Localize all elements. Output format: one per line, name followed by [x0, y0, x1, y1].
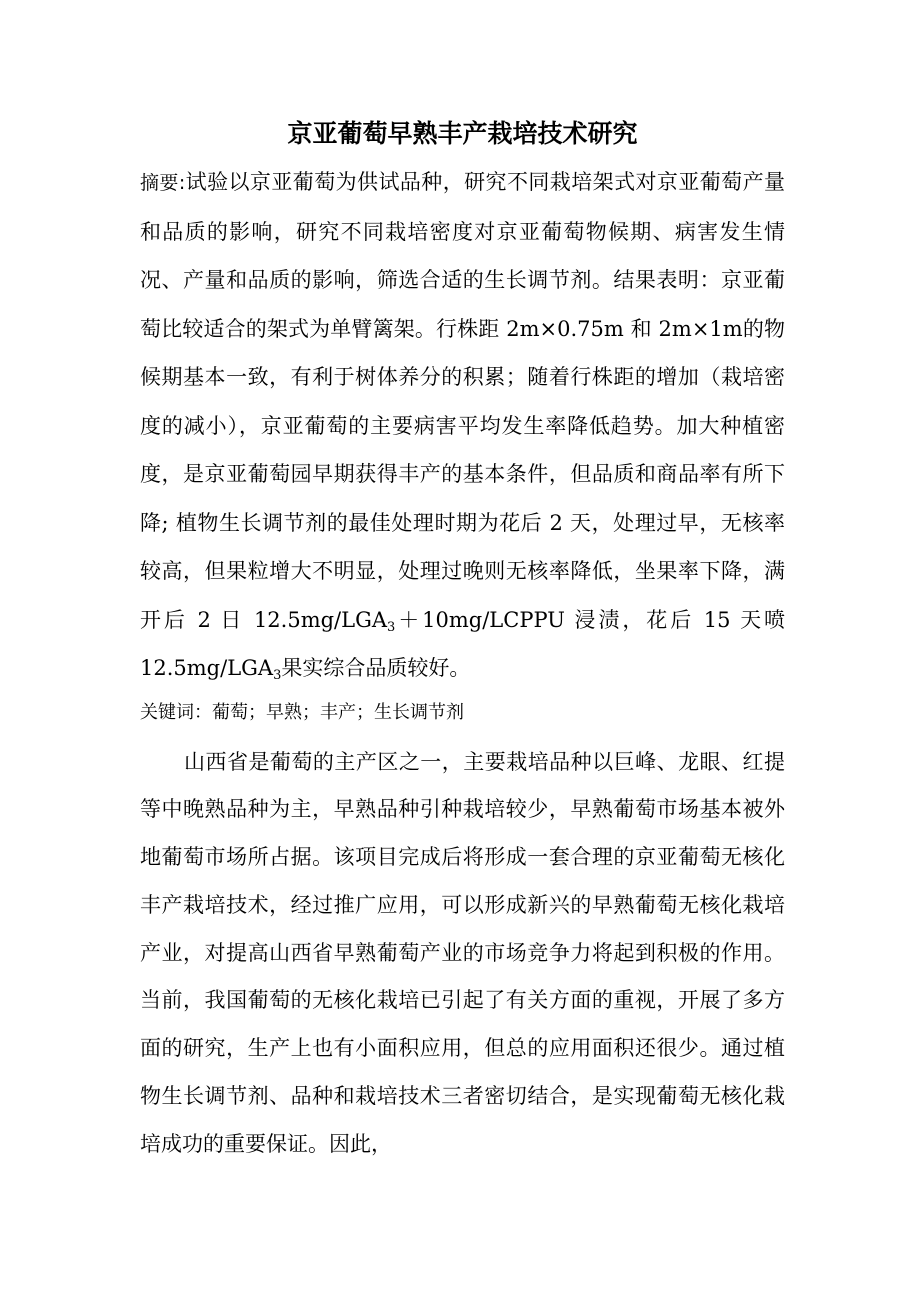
keywords: 关键词：葡萄；早熟；丰产；生长调节剂 — [140, 701, 464, 723]
document-page — [140, 112, 785, 1169]
abstract-line: （栽培密度的减小），京亚葡萄的主要病害平均发生率降低趋势。 — [140, 365, 786, 438]
body-line: 关方面的重视，开展了多方面的研究，生产上也有小面积应用， — [140, 988, 786, 1061]
abstract-line: 和商品率有所下降; 植物生长调节剂的最佳处理时期为花后 2 天， — [140, 462, 786, 535]
body-line: 基本被外地葡萄市场所占据。该项目完成后将形成一套合理的京 — [140, 797, 786, 870]
body-line: 山西省是葡萄的主产区之一，主要栽培品种以巨峰、龙眼、 — [184, 749, 743, 774]
body-line: 三者密切结合，是实现葡萄无核化栽培成功的重要保证。因此， — [140, 1084, 786, 1156]
abstract-line: 加大种植密度，是京亚葡萄园早期获得丰产的基本条件，但品质 — [140, 413, 786, 486]
abstract-line: ＋10mg/LCPPU 浸 — [395, 607, 599, 632]
body-line: 力将起到积极的作用。当前，我国葡萄的无核化栽培已引起了有 — [140, 940, 785, 1013]
body-line: 红提等中晚熟品种为主，早熟品种引种栽培较少，早熟葡萄市场 — [140, 749, 786, 822]
subscript-3: 3 — [387, 619, 396, 635]
body-paragraph — [140, 739, 785, 1169]
body-line: 但总的应用面积还很少。通过植物生长调节剂、品种和栽培技术 — [140, 1036, 786, 1109]
abstract-line: 葡萄比较适合的架式为单臂篱架。行株距 2m×0.75m 和 2m×1m — [140, 268, 785, 341]
body-line: 熟葡萄无核化栽培产业，对提高山西省早熟葡萄产业的市场竞争 — [140, 892, 786, 965]
body-line: 亚葡萄无核化丰产栽培技术，经过推广应用，可以形成新兴的早 — [140, 845, 786, 917]
subscript-3: 3 — [273, 668, 282, 683]
abstract-line: 处理过早，无核率较高，但果粒增大不明显，处理过晚则无核率 — [140, 510, 785, 583]
abstract-line: 况、产量和品质的影响，筛选合适的生长调节剂。结果表明：京亚 — [140, 268, 764, 292]
document-title: 京亚葡萄早熟丰产栽培技术研究 — [287, 119, 638, 148]
abstract-line: 渍，花后 15 天喷 12.5mg/LGA — [140, 607, 785, 680]
abstract-paragraph — [140, 158, 785, 693]
abstract-line: 试验以京亚葡萄为供试品种，研究不同栽培架式对京亚葡萄产 — [185, 170, 765, 194]
abstract-line: 量和品质的影响，研究不同栽培密度对京亚葡萄物候期、病害发生情 — [140, 170, 786, 244]
abstract-line: 果实综合品质较好。 — [281, 656, 471, 680]
abstract-line: 降低，坐果率下降，满开后 2 日 12.5mg/LGA — [140, 559, 785, 632]
abstract-line: 的物候期基本一致，有利于树体养分的积累；随着行株距的增加 — [140, 316, 786, 389]
abstract-label: 摘要: — [140, 172, 186, 194]
